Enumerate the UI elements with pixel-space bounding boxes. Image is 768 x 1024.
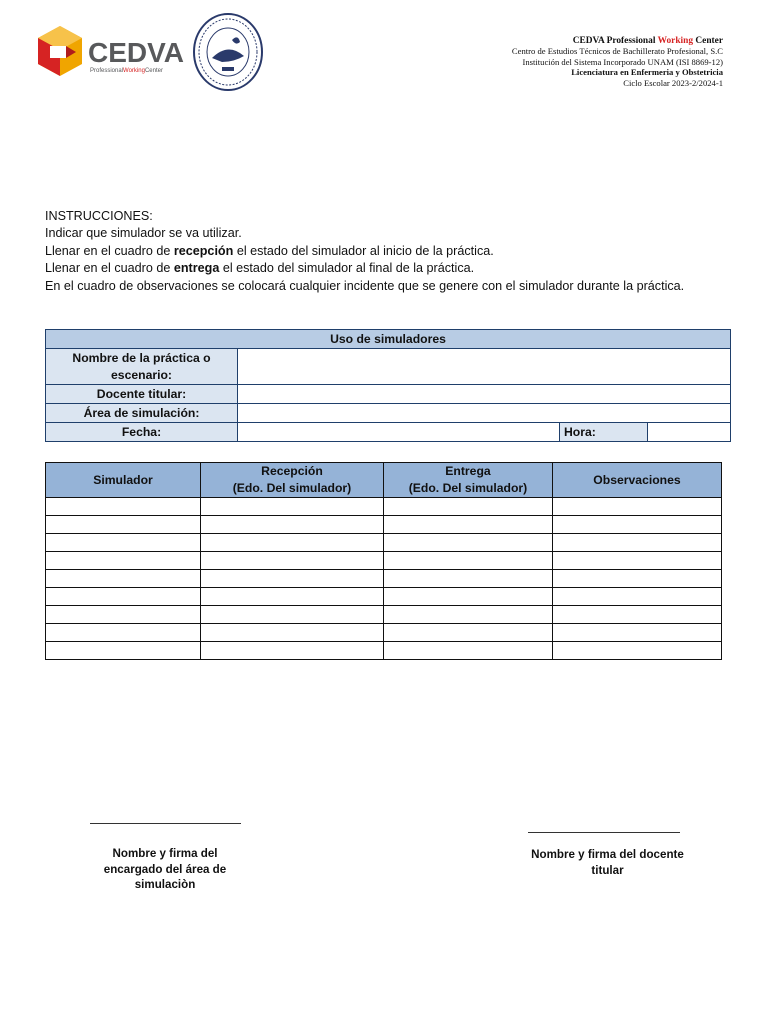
simulador-cell[interactable] xyxy=(46,570,201,588)
signature-right-label: Nombre y firma del docente titular xyxy=(531,848,684,877)
instruction-line-3: Llenar en el cuadro de entrega el estado del simulador al final de la práctica. xyxy=(45,261,475,276)
institution-header xyxy=(512,36,723,88)
observaciones-cell[interactable] xyxy=(553,642,722,660)
hora-field[interactable] xyxy=(648,423,731,442)
table-row xyxy=(46,624,722,642)
table-row xyxy=(46,516,722,534)
observaciones-cell[interactable] xyxy=(553,624,722,642)
recepcion-cell[interactable] xyxy=(201,588,384,606)
org-line-5: Ciclo Escolar 2023-2/2024-1 xyxy=(623,77,723,88)
recepcion-cell[interactable] xyxy=(201,498,384,516)
recepcion-cell[interactable] xyxy=(201,516,384,534)
org-line-3: Institución del Sistema Incorporado UNAM (ISI 8869-12) xyxy=(522,56,723,67)
instructions-title: INSTRUCCIONES: xyxy=(45,209,153,223)
observaciones-cell[interactable] xyxy=(553,534,722,552)
table-row xyxy=(46,606,722,624)
observaciones-cell[interactable] xyxy=(553,552,722,570)
instruction-line-4: En el cuadro de observaciones se colocará cualquier incidente que se genere con el simulador durante la práctica. xyxy=(45,278,685,293)
entrega-cell[interactable] xyxy=(384,642,553,660)
docente-titular-label: Docente titular: xyxy=(46,385,238,404)
table-row xyxy=(46,498,722,516)
instruction-line-1: Indicar que simulador se va utilizar. xyxy=(45,226,242,241)
recepcion-cell[interactable] xyxy=(201,534,384,552)
uso-simuladores-table xyxy=(45,329,731,442)
entrega-cell[interactable] xyxy=(384,534,553,552)
nombre-practica-field[interactable] xyxy=(238,349,731,385)
recepcion-cell[interactable] xyxy=(201,642,384,660)
observaciones-cell[interactable] xyxy=(553,588,722,606)
entrega-cell[interactable] xyxy=(384,570,553,588)
docente-titular-field[interactable] xyxy=(238,385,731,404)
simulador-cell[interactable] xyxy=(46,588,201,606)
table-row xyxy=(46,552,722,570)
instructions-block xyxy=(45,208,684,295)
table-row xyxy=(46,570,722,588)
col-observaciones: Observaciones xyxy=(553,463,722,498)
entrega-cell[interactable] xyxy=(384,624,553,642)
org-line-4: Licenciatura en Enfermeria y Obstetricia xyxy=(571,67,723,78)
simulador-cell[interactable] xyxy=(46,516,201,534)
area-simulacion-label: Área de simulación: xyxy=(46,404,238,423)
uso-table-title: Uso de simuladores xyxy=(46,330,731,349)
org-name: CEDVA Professional Working Center xyxy=(572,36,723,46)
institution-seal xyxy=(192,12,264,92)
observaciones-cell[interactable] xyxy=(553,570,722,588)
simuladores-rows xyxy=(46,498,722,660)
recepcion-cell[interactable] xyxy=(201,606,384,624)
simulador-cell[interactable] xyxy=(46,606,201,624)
nombre-practica-label: Nombre de la práctica o escenario: xyxy=(46,349,238,385)
recepcion-cell[interactable] xyxy=(201,552,384,570)
simulador-cell[interactable] xyxy=(46,624,201,642)
observaciones-cell[interactable] xyxy=(553,516,722,534)
table-row xyxy=(46,642,722,660)
entrega-cell[interactable] xyxy=(384,498,553,516)
signature-line-right xyxy=(528,832,680,833)
entrega-cell[interactable] xyxy=(384,516,553,534)
fecha-field[interactable] xyxy=(238,423,560,442)
simulador-cell[interactable] xyxy=(46,498,201,516)
col-simulador: Simulador xyxy=(46,463,201,498)
entrega-cell[interactable] xyxy=(384,606,553,624)
simulador-cell[interactable] xyxy=(46,552,201,570)
org-line-2: Centro de Estudios Técnicos de Bachillerato Profesional, S.C xyxy=(511,46,723,57)
col-recepcion: Recepción (Edo. Del simulador) xyxy=(201,463,384,498)
logo-text: CEDVA xyxy=(88,37,184,68)
svg-text:ProfessionalWorkingCenter: ProfessionalWorkingCenter xyxy=(90,68,163,74)
simulador-cell[interactable] xyxy=(46,534,201,552)
signature-line-left xyxy=(90,823,241,824)
observaciones-cell[interactable] xyxy=(553,498,722,516)
entrega-cell[interactable] xyxy=(384,588,553,606)
table-row xyxy=(46,534,722,552)
observaciones-cell[interactable] xyxy=(553,606,722,624)
hora-label: Hora: xyxy=(560,423,648,442)
entrega-cell[interactable] xyxy=(384,552,553,570)
col-entrega: Entrega (Edo. Del simulador) xyxy=(384,463,553,498)
simulador-cell[interactable] xyxy=(46,642,201,660)
recepcion-cell[interactable] xyxy=(201,624,384,642)
simuladores-table xyxy=(45,462,722,660)
table-row xyxy=(46,588,722,606)
fecha-label: Fecha: xyxy=(46,423,238,442)
area-simulacion-field[interactable] xyxy=(238,404,731,423)
instruction-line-2: Llenar en el cuadro de recepción el estado del simulador al inicio de la práctica. xyxy=(45,243,494,258)
signature-left-label: Nombre y firma del encargado del área de simulaciòn xyxy=(103,847,227,892)
recepcion-cell[interactable] xyxy=(201,570,384,588)
cedva-logo xyxy=(36,24,186,86)
